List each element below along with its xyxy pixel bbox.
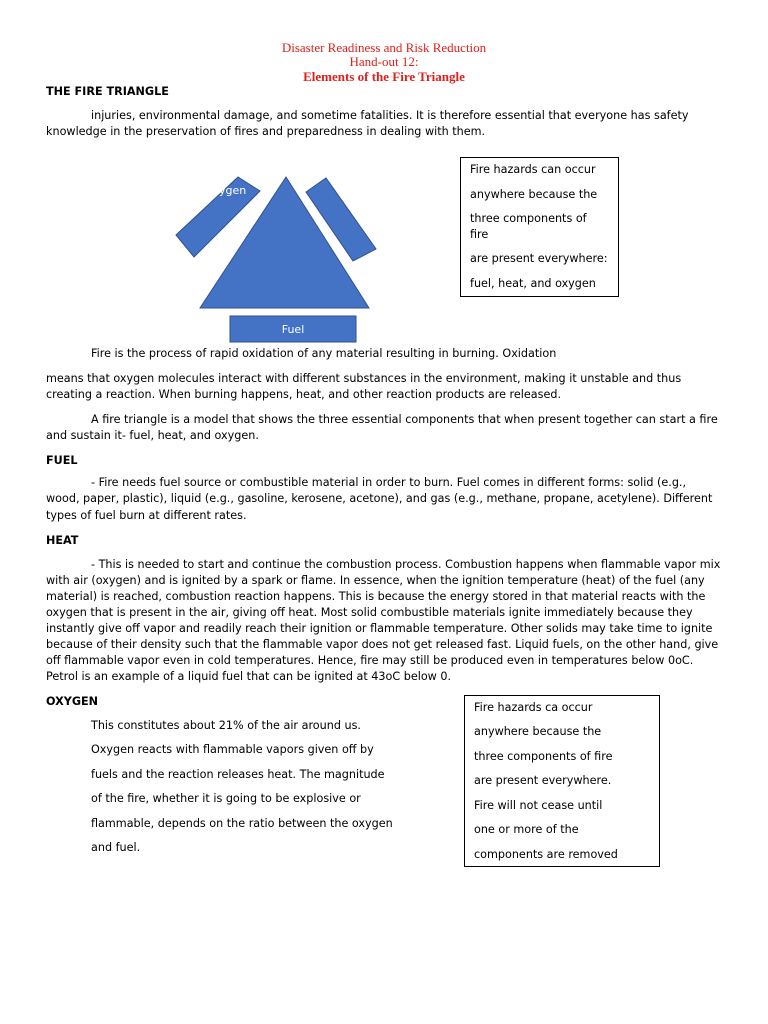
heat-text-line: material) is reached, combustion reaction happens. This is because the energy stored in that material reacts with the [46,590,706,603]
oxygen-text-line: fuels and the reaction releases heat. The magnitude [91,768,385,781]
section-title-fire-triangle: THE FIRE TRIANGLE [46,85,169,98]
info-box-line: fire [470,228,489,241]
info-box-line: fuel, heat, and oxygen [470,277,596,290]
info-box-line: three components of [470,212,587,225]
header-title: Elements of the Fire Triangle [303,69,465,84]
section-title-oxygen: OXYGEN [46,695,99,708]
header-handout-number: Hand-out 12: [349,54,419,69]
paragraph-oxidation-line-2: creating a reaction. When burning happens, heat, and other reaction products are released. [46,388,562,401]
info-box-hazards [460,157,619,297]
heat-text-line: oxygen that is present in the air, giving off heat. Most solid combustible materials ignite immediately because they [46,606,693,619]
fire-triangle-diagram [170,170,380,345]
intro-line-1: injuries, environmental damage, and sometime fatalities. It is therefore essential that everyone has safety [91,109,689,122]
info-box-line: three components of fire [474,750,613,763]
oxygen-text-line: and fuel. [91,841,141,854]
oxygen-label: ygen [219,184,247,197]
header-subject: Disaster Readiness and Risk Reduction [281,40,487,55]
oxygen-text-line: This constitutes about 21% of the air around us. [91,719,361,732]
section-title-fuel: FUEL [46,454,78,467]
heat-text-line: with air (oxygen) and is ignited by a spark or flame. In essence, when the ignition temperature (heat) of the fuel (any [46,574,705,587]
paragraph-triangle-line-2: and sustain it- fuel, heat, and oxygen. [46,429,259,442]
oxygen-text-line: of the fire, whether it is going to be explosive or [91,792,361,805]
info-box-line: anywhere because the [474,725,602,738]
info-box-line: Fire hazards can occur [470,163,596,176]
info-box-line: components are removed [474,848,618,861]
heat-text-line: off flammable vapor even in cold temperatures. Hence, fire may still be produced even in temperatures below 0oC. [46,654,694,667]
heat-text-line: because of their density such that the flammable vapor does not get released fast. Liquid fuels, on the other hand, give [46,638,719,651]
heat-text-line: - This is needed to start and continue the combustion process. Combustion happens when flammable vapor mix [91,558,721,571]
oxygen-text-line: Oxygen reacts with flammable vapors given off by [91,743,374,756]
fuel-text-line: types of fuel burn at different rates. [46,509,247,522]
info-box-line: are present everywhere: [470,252,608,265]
paragraph-oxidation-line-1: means that oxygen molecules interact with different substances in the environment, making it unstable and thus [46,372,682,385]
oxygen-text-line: flammable, depends on the ratio between the oxygen [91,817,393,830]
info-box-line: Fire will not cease until [474,799,603,812]
heat-text-line: Petrol is an example of a liquid fuel that can be ignited at 43oC below 0. [46,670,452,683]
info-box-line: anywhere because the [470,188,598,201]
fuel-text-line: - Fire needs fuel source or combustible material in order to burn. Fuel comes in different forms: solid (e.g., [91,476,687,489]
fuel-label: Fuel [281,323,305,336]
info-box-line: Fire hazards ca occur [474,701,593,714]
section-title-heat: HEAT [46,534,79,547]
paragraph-fire-definition: Fire is the process of rapid oxidation of any material resulting in burning. Oxidation [91,347,557,360]
fuel-text-line: wood, paper, plastic), liquid (e.g., gasoline, kerosene, acetone), and gas (e.g., methane, propane, acetylene). Different [46,492,713,505]
info-box-cease [464,695,660,867]
paragraph-triangle-line-1: A fire triangle is a model that shows the three essential components that when present together can start a fire [91,413,718,426]
heat-text-line: instantly give off vapor and readily reach their ignition or flammable temperature. Other solids may take time to ignite [46,622,713,635]
intro-line-2: knowledge in the preservation of fires and preparedness in dealing with them. [46,125,486,138]
info-box-line: are present everywhere. [474,774,612,787]
info-box-line: one or more of the [474,823,579,836]
